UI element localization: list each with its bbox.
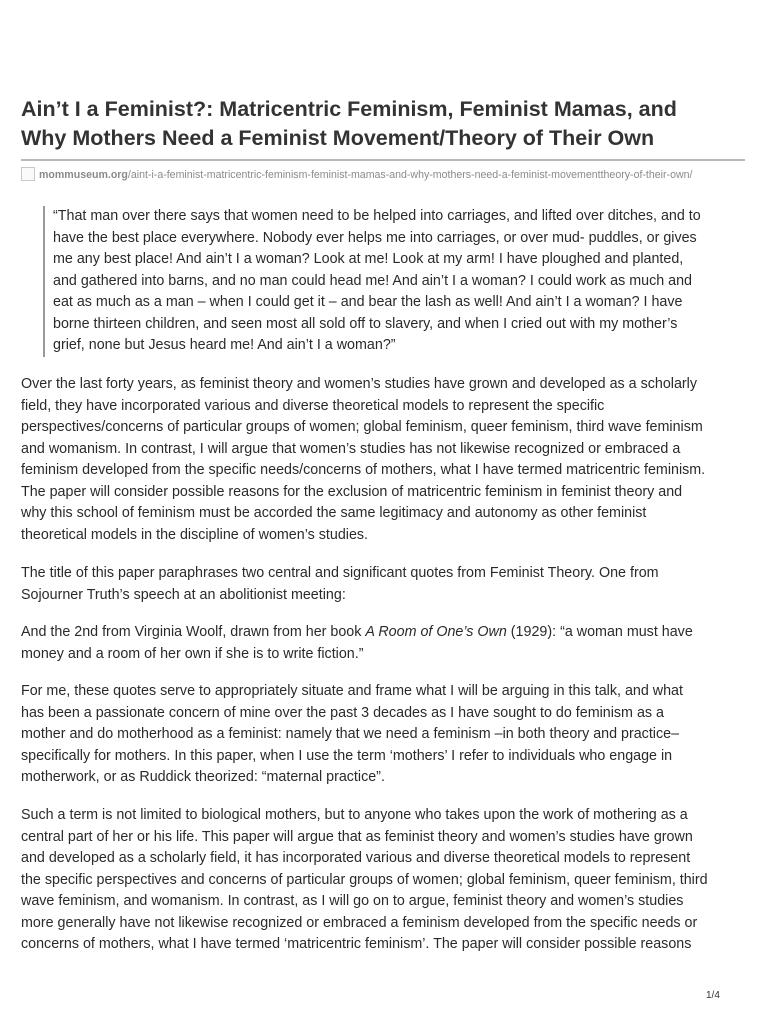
paragraph-argument (21, 805, 756, 956)
paragraph-line: motherwork, or as Ruddick theorized: “maternal practice”. (21, 769, 385, 785)
source-link[interactable] (21, 166, 751, 184)
paragraph-line: The title of this paper paraphrases two central and significant quotes from Feminist Theory. One from (21, 565, 659, 581)
source-path[interactable]: /aint-i-a-feminist-matricentric-feminism-feminist-mamas-and-why-mothers-need-a-feminist-movementtheory-of-their-own/ (127, 169, 693, 181)
paragraph-line: Sojourner Truth’s speech at an abolitionist meeting: (21, 586, 346, 603)
paragraph-framing (21, 681, 756, 789)
paragraph-line: The paper will consider possible reasons for the exclusion of matricentric feminism in feminist theory and (21, 483, 683, 500)
paragraph-line: money and a room of her own if she is to write fiction.” (21, 645, 364, 662)
paragraph-line: why this school of feminism must be accorded the same legitimacy and autonomy as other feminist (21, 505, 647, 521)
paragraph-line (21, 622, 756, 644)
paragraph-line: theoretical models in the discipline of women’s studies. (21, 526, 369, 543)
title-line: Why Mothers Need a Feminist Movement/Theory of Their Own (21, 126, 655, 150)
quote-line: me any best place! And ain’t I a woman? Look at me! Look at my arm! I have ploughed and planted, (53, 251, 684, 267)
quote-line: grief, none but Jesus heard me! And ain’t I a woman?” (53, 337, 396, 353)
quote-line: have the best place everywhere. Nobody ever helps me into carriages, or over mud- puddles, or gives (53, 229, 697, 246)
paragraph-woolf-quote (21, 622, 756, 665)
article-title (21, 95, 751, 153)
paragraph-intro (21, 374, 756, 546)
paragraph-line: and developed as a scholarly field, it has incorporated various and diverse theoretical models to represent (21, 850, 691, 866)
sojourner-truth-quote (43, 206, 753, 357)
paragraph-line: concerns of mothers, what I have termed ‘matricentric feminism’. The paper will consider possible reasons (21, 936, 692, 952)
paragraph-line: more generally have not likewise recognized or embraced a feminism developed from the specific needs or (21, 914, 698, 931)
paragraph-line: Over the last forty years, as feminist theory and women’s studies have grown and developed as a scholarly (21, 376, 698, 392)
paragraph-title-explanation (21, 563, 756, 606)
book-title: A Room of One’s Own (365, 624, 507, 640)
source-domain[interactable]: mommuseum.org (39, 169, 128, 181)
quote-line: and gathered into barns, and no man could head me! And ain’t I a woman? I could work as much and (53, 272, 692, 289)
paragraph-text: And the 2nd from Virginia Woolf, drawn from her book (21, 624, 366, 640)
page-number: 1/4 (706, 990, 720, 1001)
favicon-icon (21, 167, 35, 181)
paragraph-line: Such a term is not limited to biological mothers, but to anyone who takes upon the work of mothering as a (21, 807, 688, 823)
quote-line: “That man over there says that women need to be helped into carriages, and lifted over ditches, and to (53, 208, 701, 224)
paragraph-line: field, they have incorporated various and diverse theoretical models to represent the specific (21, 397, 605, 414)
paragraph-line: For me, these quotes serve to appropriately situate and frame what I will be arguing in this talk, and what (21, 683, 683, 699)
paragraph-line: mother and do motherhood as a feminist: namely that we need a feminism –in both theory and practice– (21, 726, 680, 742)
paragraph-line: perspectives/concerns of particular groups of women; global feminism, queer feminism, third wave feminism (21, 419, 703, 435)
paragraph-line: central part of her or his life. This paper will argue that as feminist theory and women’s studies have grown (21, 828, 693, 845)
paragraph-text: (1929): “a woman must have (506, 624, 693, 640)
quote-line: eat as much as a man – when I could get it – and bear the lash as well! And ain’t I a woman? I have (53, 294, 683, 310)
paragraph-line: feminism developed from the specific needs/concerns of mothers, what I have termed matricentric feminism. (21, 462, 706, 478)
paragraph-line: wave feminism, and womanism. In contrast, as I will go on to argue, feminist theory and women’s studies (21, 893, 684, 909)
paragraph-line: specifically for mothers. In this paper, when I use the term ‘mothers’ I refer to individuals who engage in (21, 747, 673, 764)
paragraph-line: has been a passionate concern of mine over the past 3 decades as I have sought to do feminism as a (21, 704, 664, 721)
quote-line: borne thirteen children, and seen most all sold off to slavery, and when I cried out with my mother’s (53, 315, 678, 332)
paragraph-line: and womanism. In contrast, I will argue that women’s studies has not likewise recognized or embraced a (21, 440, 681, 457)
title-divider (21, 159, 745, 161)
title-line: Ain’t I a Feminist?: Matricentric Feminism, Feminist Mamas, and (21, 97, 677, 121)
paragraph-line: the specific perspectives and concerns of particular groups of women; global feminism, queer feminism, third (21, 871, 708, 888)
